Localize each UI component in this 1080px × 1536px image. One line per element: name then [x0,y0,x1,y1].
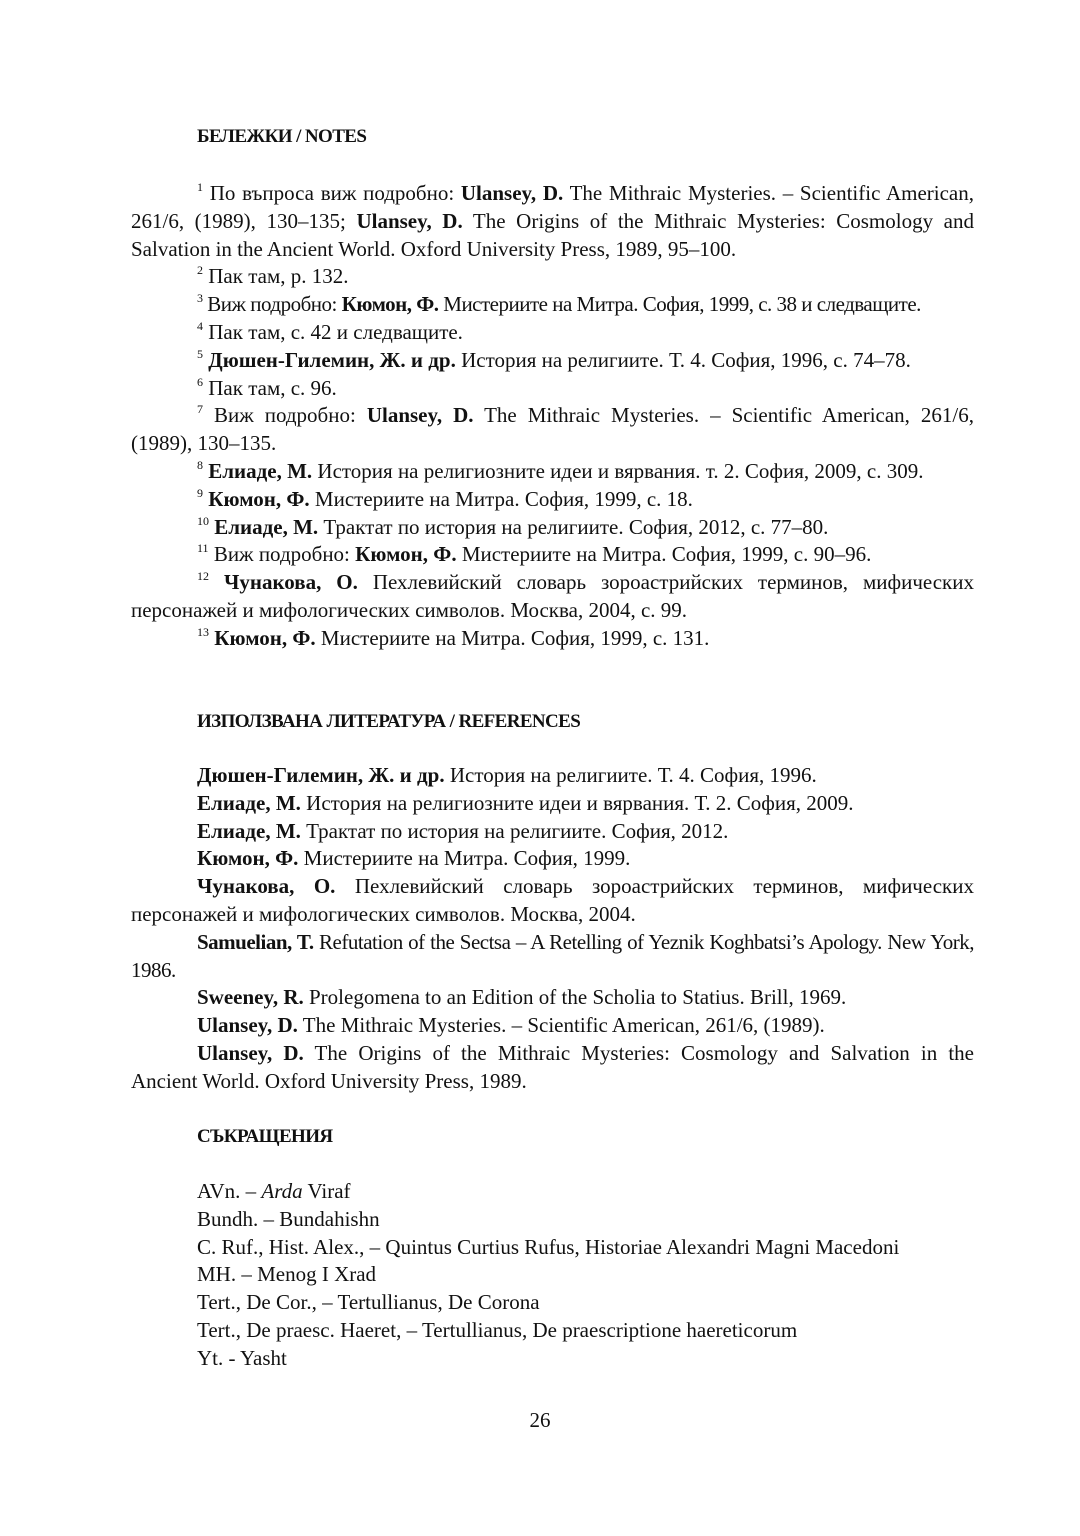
references-heading: ИЗПОЛЗВАНА ЛИТЕРАТУРА / REFERENCES [197,711,581,732]
note-7: $^7$ Виж подробно: Ulansey, D. The Mithraic Mysteries. – Scientific American, 261/6, (1989), 130–135. [131,402,974,456]
reference-item: Samuelian, T. Refutation of the Sectsa – A Retelling of Yeznik Koghbatsi’s Apology. New York, 1986. [131,929,975,982]
note-12: $^{12}$ Чунакова, О. Пехлевийский словарь зороастрийских терминов, мифических персонажей и мифологических символов. Москва, 2004, с. 99. [131,569,974,622]
reference-item: Елиаде, М. Трактат по история на религиите. София, 2012. [197,818,729,843]
abbreviation-item: Yt. - Yasht [197,1345,287,1370]
page-number: 26 [529,1408,551,1432]
note-13: $^{13}$ Кюмон, Ф. Мистериите на Митра. София, 1999, с. 131. [197,624,710,650]
abbreviation-item: C. Ruf., Hist. Alex., – Quintus Curtius Rufus, Historiae Alexandri Magni Macedoni [197,1234,900,1259]
reference-item: Чунакова, О. Пехлевийский словарь зороастрийских терминов, мифических персонажей и мифологических символов. Москва, 2004. [131,874,974,926]
note-4: $^4$ Пак там, с. 42 и следващите. [197,318,463,344]
reference-item: Ulansey, D. The Mithraic Mysteries. – Scientific American, 261/6, (1989). [197,1013,825,1038]
reference-item: Елиаде, М. История на религиозните идеи и вярвания. Т. 2. София, 2009. [197,790,854,815]
note-6: $^6$ Пак там, с. 96. [197,374,337,400]
abbreviation-item: Tert., De Cor., – Tertullianus, De Corona [197,1290,540,1315]
note-2: $^2$ Пак там, р. 132. [197,263,349,289]
note-1: $^1$ По въпроса виж подробно: Ulansey, D. The Mithraic Mysteries. – Scientific American, 261/6, (1989), 130–135; Ulansey, D. The Origins of the Mithraic Mysteries: Cosmology and Salvation in the Ancient World. Oxford University Press, 1989, 95–100. [131,180,975,261]
note-8: $^8$ Елиаде, М. История на религиозните идеи и вярвания. т. 2. София, 2009, с. 309. [197,457,924,483]
reference-item: Sweeney, R. Prolegomena to an Edition of the Scholia to Statius. Brill, 1969. [197,985,847,1010]
notes-heading: БЕЛЕЖКИ / NOTES [197,126,367,147]
note-10: $^{10}$ Елиаде, М. Трактат по история на религиите. София, 2012, с. 77–80. [197,513,829,539]
abbreviation-item: AVn. – Arda Viraf [197,1179,351,1203]
reference-item: Кюмон, Ф. Мистериите на Митра. София, 1999. [197,846,631,871]
reference-item: Дюшен-Гилемин, Ж. и др. История на религиите. Т. 4. София, 1996. [197,763,817,787]
note-11: $^{11}$ Виж подробно: Кюмон, Ф. Мистериите на Митра. София, 1999, с. 90–96. [197,541,872,567]
abbreviation-item: MH. – Menog I Xrad [197,1262,377,1287]
note-3: $^3$ Виж подробно: Кюмон, Ф. Мистериите на Митра. София, 1999, с. 38 и следващите. [197,291,921,317]
abbreviations-heading: СЪКРАЩЕНИЯ [197,1126,333,1147]
note-5: $^5$ Дюшен-Гилемин, Ж. и др. История на религиите. Т. 4. София, 1996, с. 74–78. [197,346,911,372]
abbreviation-item: Bundh. – Bundahishn [197,1206,380,1231]
reference-item: Ulansey, D. The Origins of the Mithraic Mysteries: Cosmology and Salvation in the Ancient World. Oxford University Press, 1989. [131,1040,974,1093]
abbreviations-list [197,1178,899,1373]
references-list [131,762,974,1096]
notes-list [131,180,974,653]
abbreviation-item: Tert., De praesc. Haeret, – Tertullianus, De praescriptione haereticorum [197,1317,798,1342]
note-9: $^9$ Кюмон, Ф. Мистериите на Митра. София, 1999, с. 18. [197,485,693,511]
